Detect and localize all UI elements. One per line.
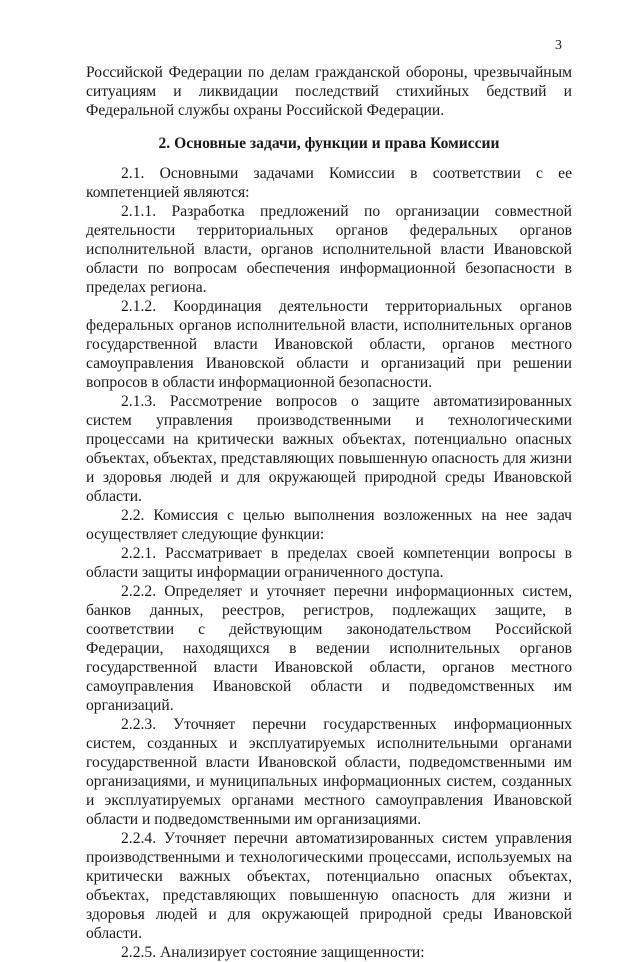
paragraph-2-2-2: 2.2.2. Определяет и уточняет перечни информационных систем, банков данных, реестров, регистров, подлежащих защите, в соответствии с действующим законодательством Российской Федерации, находящихся в ведении исполнительных органов государственной власти Ивановской области, органов местного самоуправления Ивановской области и подведомственных им организаций.	[86, 583, 572, 714]
paragraph-2-1-1: 2.1.1. Разработка предложений по организации совместной деятельности территориальных органов федеральных органов исполнительной власти, органов исполнительной власти Ивановской области по вопросам обеспечения информационной безопасности в пределах региона.	[86, 203, 572, 296]
document-body	[86, 63, 572, 962]
paragraph-2-1: 2.1. Основными задачами Комиссии в соответствии с ее компетенцией являются:	[86, 165, 572, 201]
paragraph-2-2: 2.2. Комиссия с целью выполнения возложенных на нее задач осуществляет следующие функции:	[86, 507, 572, 543]
paragraph-2-2-4: 2.2.4. Уточняет перечни автоматизированных систем управления производственными и технологическими процессами, используемых на критически важных объектах, потенциально опасных объектах, объектах, представляющих повышенную опасность для жизни и здоровья людей и для окружающей природной среды Ивановской области.	[86, 830, 572, 942]
paragraph-2-1-2: 2.1.2. Координация деятельности территориальных органов федеральных органов исполнительной власти, исполнительных органов государственной власти Ивановской области, органов местного самоуправления Ивановской области и организаций при решении вопросов в области информационной безопасности.	[86, 298, 572, 391]
paragraph-2-1-3: 2.1.3. Рассмотрение вопросов о защите автоматизированных систем управления производственными и технологическими процессами на критически важных объектах, потенциально опасных объектах, объектах, представляющих повышенную опасность для жизни и здоровья людей и для окружающей природной среды Ивановской области.	[86, 393, 572, 505]
section-title: 2. Основные задачи, функции и права Комиссии	[158, 135, 500, 152]
paragraph-2-2-5: 2.2.5. Анализирует состояние защищенности:	[121, 944, 425, 961]
intro-paragraph: Российской Федерации по делам гражданской обороны, чрезвычайным ситуациям и ликвидации последствий стихийных бедствий и Федеральной службы охраны Российской Федерации.	[86, 64, 572, 119]
page-number: 3	[555, 38, 562, 53]
paragraph-2-2-3: 2.2.3. Уточняет перечни государственных информационных систем, созданных и эксплуатируемых исполнительными органами государственной власти Ивановской области, подведомственными им организациями, и муниципальных информационных систем, созданных и эксплуатируемых органами местного самоуправления Ивановской области и подведомственными им организациями.	[86, 716, 572, 828]
paragraph-2-2-1: 2.2.1. Рассматривает в пределах своей компетенции вопросы в области защиты информации ограниченного доступа.	[86, 545, 572, 581]
